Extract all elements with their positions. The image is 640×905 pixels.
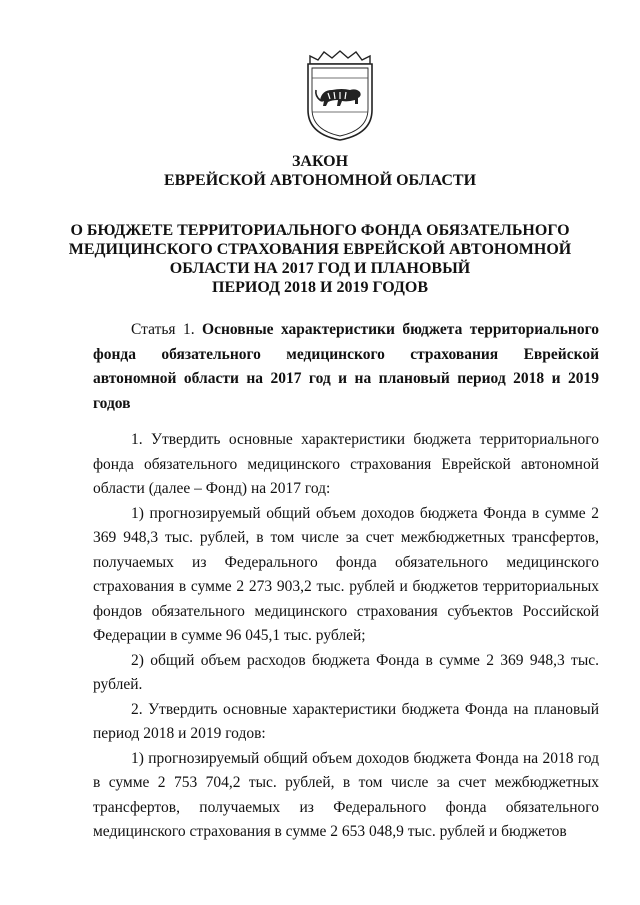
law-name-line2: МЕДИЦИНСКОГО СТРАХОВАНИЯ ЕВРЕЙСКОЙ АВТОНОМНОЙ <box>68 241 572 258</box>
paragraph-1-item-2: 2) общий объем расходов бюджета Фонда в сумме 2 369 948,3 тыс. рублей. <box>93 651 599 693</box>
law-title-line2: ЕВРЕЙСКОЙ АВТОНОМНОЙ ОБЛАСТИ <box>163 172 477 189</box>
article-title: Основные характеристики бюджета территориального фонда обязательного медицинского страхования Еврейской автономной области на 2017 год и на плановый период 2018 и 2019 годов <box>93 321 599 412</box>
article-1-heading <box>93 318 599 416</box>
article-1-heading-text <box>93 318 599 416</box>
law-heading <box>40 152 600 190</box>
paragraph-2: 2. Утвердить основные характеристики бюджета Фонда на плановый период 2018 и 2019 годов: <box>93 700 599 742</box>
paragraph-1-item-1: 1) прогнозируемый общий объем доходов бюджета Фонда в сумме 2 369 948,3 тыс. рублей, в том числе за счет межбюджетных трансфертов, получаемых из Федерального фонда обязательного медицинского страхования в сумме 2 273 903,2 тыс. рублей и бюджетов территориальных фондов обязательного медицинского страхования субъектов Российской Федерации в сумме 96 045,1 тыс. рублей; <box>93 504 599 644</box>
law-name-line1: О БЮДЖЕТЕ ТЕРРИТОРИАЛЬНОГО ФОНДА ОБЯЗАТЕЛЬНОГО <box>70 222 570 239</box>
article-label: Статья 1. <box>131 321 195 338</box>
law-name-line3: ОБЛАСТИ НА 2017 ГОД И ПЛАНОВЫЙ <box>169 260 471 277</box>
paragraph-1: 1. Утвердить основные характеристики бюджета территориального фонда обязательного медицинского страхования Еврейской автономной области (далее – Фонд) на 2017 год: <box>93 431 599 497</box>
article-1-body <box>93 428 599 845</box>
coat-of-arms-icon <box>302 50 378 142</box>
law-name-line4: ПЕРИОД 2018 И 2019 ГОДОВ <box>212 279 428 296</box>
law-title-line1: ЗАКОН <box>291 153 349 170</box>
paragraph-2-item-1: 1) прогнозируемый общий объем доходов бюджета Фонда на 2018 год в сумме 2 753 704,2 тыс. рублей, в том числе за счет межбюджетных трансфертов, получаемых из Федерального фонда обязательного медицинского страхования в сумме 2 653 048,9 тыс. рублей и бюджетов <box>93 749 599 840</box>
law-name <box>40 221 600 297</box>
